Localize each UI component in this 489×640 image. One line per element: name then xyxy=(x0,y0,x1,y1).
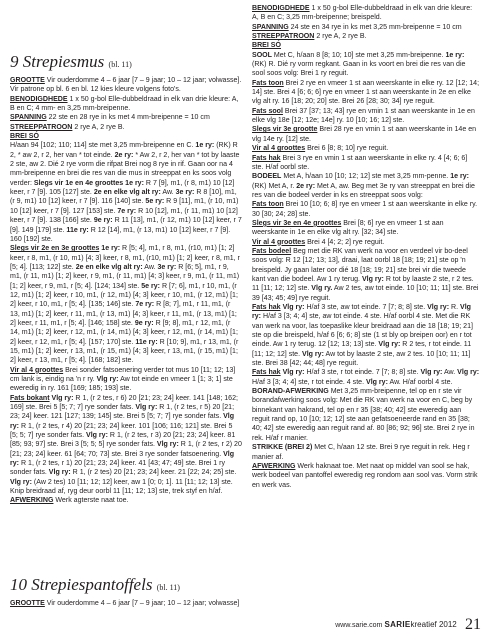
pattern-10-continued-body xyxy=(252,4,480,490)
heading-run: Vlg ry: xyxy=(86,432,108,440)
heading-run: Vlg ry: xyxy=(420,369,443,377)
heading-run: Slegs vir 2e en 3e groottes xyxy=(10,245,100,253)
text-run: R [6; 5], m1, r 9, m1, (r 11, m1) [1; 2] keer, r 9, m1, (r 11, m1) [4; 3] keer, r 9, m1, (r 11, m1) [1; 2] keer, r 9, m1, r [5; 4]. [124; 134] ste. xyxy=(10,263,240,290)
heading-run: GROOTTE xyxy=(10,77,45,84)
paragraph xyxy=(10,123,242,132)
footer-brand: SARIE xyxy=(384,620,411,629)
text-run: Brei 2 rye en vmeer 1 st aan weerskante in elke ry. 12 [12; 14; 14] ste. Brei 4 [6; 6; 6] rye en vmeer 1 st aan weerskante in 2e en elke vlg alt ry. 16 [18; 20; 20] ste. Brei 26 [28; 30; 34] rye reguit. xyxy=(252,79,480,106)
heading-run: Vlg ry: xyxy=(427,304,450,311)
heading-run: Fats bokant xyxy=(10,394,50,402)
heading-run: 2e ry: xyxy=(114,151,134,159)
text-run: R 1, (r 2 tes, r 5) 20 [21; 23; 24] keer. 121 [127; 139; 145] ste. Brei 5 [5; 7; 7] rye sonder fats. xyxy=(10,404,235,421)
text-run: R 1, (r 2 tes, r 3) 20 [21; 23; 24] keer. 81 [85; 93; 97] ste. Brei 3 [5; 5; 5] rye sonder fats. xyxy=(10,432,236,449)
heading-run: Vlg ry: xyxy=(10,478,32,486)
heading-run: GROOTTE xyxy=(10,600,45,607)
text-run: 24 ste en 34 rye in ks met 3,25 mm-breipenne = 10 cm xyxy=(288,23,462,31)
heading-run: BENODIGDHEDE xyxy=(252,5,310,12)
heading-run: Slegs vir 1e en 4e groottes 1e ry: xyxy=(33,179,144,187)
text-run: R 1, (r 2 tes, r 6) 20 [21; 23; 24] keer. 141 [148; 162; 169] ste. Brei 5 [5; 7; 7] rye sonder fats. xyxy=(10,394,238,412)
pattern-10-title xyxy=(10,575,242,597)
text-run: R 2 tes, r tot einde. 11 [11; 12; 12] ste. xyxy=(252,341,472,358)
heading-run: 5e ry: xyxy=(141,282,161,290)
paragraph xyxy=(10,132,242,141)
text-run: R [10; 9], m1, r 13, m1, (r 15, m1) [1; 2] keer, r 13, m1, (r 15, m1) [4; 3] keer, r 13, m1, (r 15, m1) [1; 2] keer, r 13, m1, r [5; 4]. [168; 182] ste. xyxy=(10,338,239,365)
paragraph xyxy=(252,462,480,490)
paragraph xyxy=(252,200,480,219)
text-run: Met A, aw. Beg met 3e ry van streeppat en brei die res van die bodeel verder in ks en streeppat soos volg: xyxy=(252,182,475,199)
paragraph xyxy=(252,368,480,387)
heading-run: Vlg ry: xyxy=(252,304,471,321)
text-run: (Aw 2 tes) 10 [11; 12; 12] keer, aw 1 [0; 0; 1]. 11 [11; 12; 13] ste. Knip breidraad af, ryg deur oorbl 11 [11; 12; 13] ste, trek styf en h/af. xyxy=(10,478,233,496)
heading-run: 2e en elke vlg alt ry: xyxy=(93,189,161,197)
text-run: Brei 37 [37; 13; 43] rye en vmin 1 st aan weerskante in 1e en elke vlg 18e [12; 12e; 14e] ry. 10 [10; 16; 12] ste. xyxy=(252,107,475,125)
heading-run: BREI SÓ xyxy=(252,42,281,50)
paragraph xyxy=(10,394,242,497)
paragraph xyxy=(252,154,480,173)
paragraph xyxy=(10,244,242,365)
heading-run: Fats hak xyxy=(252,369,281,377)
text-run: 1 x 50 g-bol Elle-dubbeldraad in elk van drie kleure: A, B en C; 4 mm- en 3,25 mm-breipenne. xyxy=(10,95,239,113)
heading-run: 2e ry: xyxy=(296,182,316,190)
text-run: Aw. xyxy=(442,369,458,377)
heading-run: Slegs vir 3e en 4e groottes xyxy=(252,219,342,227)
paragraph xyxy=(10,113,242,122)
paragraph xyxy=(252,247,480,303)
heading-run: Vlg ry: xyxy=(378,341,401,349)
paragraph xyxy=(252,41,480,50)
paragraph xyxy=(10,76,242,95)
text-run: H/af 3 [3; 4; 4] ste, r tot einde. 4 ste. xyxy=(252,378,366,386)
text-run: R 1, (r 2 tes, r 2) 20 [21; 23; 24] keer. 61 [64; 70; 73] ste. Brei 3 rye sonder fatsoenering. xyxy=(10,441,242,458)
paragraph xyxy=(252,23,480,32)
text-run: Aw tot einde en vmeer 1 [1; 3; 1] ste eweredig in ry. 161 [169; 185; 193] ste. xyxy=(10,376,233,393)
heading-run: 11e ry: xyxy=(66,226,89,234)
text-run: Aw 2 tes, aw tot einde. 10 [10; 11; 11] ste. Brei 39 [43; 45; 49] rye reguit. xyxy=(252,285,479,302)
pattern-10-title-text: 10 Strepiespantoffels xyxy=(10,575,153,594)
text-run: Aw. xyxy=(142,263,158,271)
paragraph xyxy=(252,303,480,368)
footer-brand-suffix: kreatief 2012 xyxy=(410,620,457,629)
text-run: Met C, h/aan 8 [8; 10; 10] ste met 3,25 mm-breipenne. xyxy=(271,51,446,59)
heading-run: Vlg ry: xyxy=(302,350,324,358)
paragraph xyxy=(252,51,480,79)
text-run: R [9; 8], m1, r 12, m1, (r 14, m1) [1; 2] keer, r 12, m1, (r 14, m1) [4; 3] keer, r 12, m1, (r 14, m1) [1; 2] keer, r 12, m1, r [5; 4]. [157; 170] ste. xyxy=(10,319,238,346)
paragraph xyxy=(252,172,480,200)
text-run: Brei 6 [8; 8; 10] rye reguit. xyxy=(305,145,389,153)
heading-run: Vlg ry: xyxy=(366,378,388,386)
text-run: H/af 3 ste, r tot einde. 7 [7; 8; 8] ste. xyxy=(304,369,421,377)
text-run: (RK) R 2, * aw 2, r 2, her van * tot einde. xyxy=(10,142,238,159)
text-run: H/af 3 ste, aw tot einde. 7 [7; 8; 8] ste. xyxy=(304,304,428,311)
heading-run: Vlg ry: xyxy=(282,369,305,377)
text-run: R 8 [10], m1, (r 9, m1) 10 [12] keer, r 7 [9]. 116 [140] ste. xyxy=(10,189,237,206)
text-run: 22 ste en 28 rye in ks met 4 mm-breipenne = 10 cm xyxy=(46,114,210,122)
text-run: Brei sonder fatsoenering verder tot mus 10 [11; 12; 13] cm lank is, eindig na 'n r ry. xyxy=(10,366,236,383)
text-run: Werk agterste naat toe. xyxy=(53,497,129,505)
heading-run: Fats sool xyxy=(252,107,283,115)
heading-run: 1e ry: xyxy=(101,245,121,253)
paragraph xyxy=(252,4,480,23)
text-run: R 1, (r 2 tes) 20 [21; 23; 24] keer. 21 [22; 24; 25] ste. xyxy=(70,469,237,477)
text-run: Brei 28 rye en vmin 1 st aan weerskante in 14e en vlg 14e ry. [12] ste. xyxy=(252,126,477,143)
pattern-9-title-text: 9 Strepiesmus xyxy=(10,52,105,71)
heading-run: BORAND-AFWERKING xyxy=(252,388,329,396)
paragraph xyxy=(10,141,242,244)
text-run: H/aan 94 [102; 110; 114] ste met 3,25 mm-breipenne en C. xyxy=(10,142,196,150)
text-run: Met C, h/aan 12 ste. Brei 9 rye reguit in rek. Heg r manier af. xyxy=(252,444,470,461)
heading-run: Vir al 4 groottes xyxy=(252,238,306,246)
right-column xyxy=(252,4,480,490)
heading-run: Vlg ry: xyxy=(51,394,74,402)
page-number: 21 xyxy=(465,616,481,633)
heading-run: 7e ry: xyxy=(117,207,137,215)
text-run: * Aw 2, r 2, her van * tot by laaste 2 ste, aw 2. Dié 2 rye vorm die rifpat Brei nog 8 rye in rif. Gaan oor na 4 mm-breipenne en brei die res van die mus in streeppat en ks soos volg verder: xyxy=(10,151,240,187)
paragraph xyxy=(252,32,480,41)
heading-run: 3e ry: xyxy=(157,263,177,271)
heading-run: Vlg ry: xyxy=(10,413,235,430)
text-run: R 1, (r 2 tes, r 4) 20 [21; 23; 24] keer. 101 [106; 116; 121] ste. Brei 5 [5; 5; 7] rye sonder fats. xyxy=(10,422,233,440)
heading-run: Vlg ry: xyxy=(48,469,71,477)
pattern-9-title xyxy=(10,52,242,74)
paragraph xyxy=(10,599,242,608)
text-run: Brei 3 rye en vmin 1 st aan weerskante in elke ry. 4 [4; 6; 6] ste. H/af oorbl ste. xyxy=(252,154,468,171)
heading-run: 1e ry: xyxy=(450,173,470,181)
heading-run: 7e ry: xyxy=(135,301,155,309)
heading-run: Fats toon xyxy=(252,79,284,87)
pattern-9-body xyxy=(10,76,242,506)
paragraph xyxy=(252,238,480,247)
text-run: R 10 [12], m1, (r 11, m1) 10 [12] keer, r 7 [9]. 138 [166] ste. xyxy=(10,207,238,225)
heading-run: 1e ry: xyxy=(445,51,465,59)
text-run: Met 3,25 mm-breipenne, tel op en r ste vir borandafwerking soos volg: Met die RK van werk na voor en C, beg by binnekant van hakrand, tel op en r 35 [38; 40; 42] ste eweredig aan reguit rand op, 10 [10; 12; 12] ste aan gefatsoeneerde rand en 35 [38; 40; 42] ste eweredig aan reguit rand af. 80 [86; 92; 96] ste. Brei 2 rye in rek. H/af r manier. xyxy=(252,388,475,442)
left-column xyxy=(10,52,242,506)
heading-run: SOOL xyxy=(252,51,272,59)
heading-run: BENODIGDHEDE xyxy=(10,95,68,103)
paragraph xyxy=(252,125,480,144)
footer-url: www.sarie.com xyxy=(335,622,383,629)
text-run: (RK) R. Dié ry vorm regkant. Gaan in ks voort en brei die res van die sool soos volg: Brei 1 ry reguit. xyxy=(252,61,466,78)
heading-run: Vlg ry: xyxy=(282,304,305,311)
text-run: 2 rye A, 2 rye B. xyxy=(72,123,125,131)
heading-run: 9e ry: xyxy=(93,217,113,225)
heading-run: 1e ry: xyxy=(195,142,215,150)
text-run: (RK) Met A, r. xyxy=(252,182,297,190)
heading-run: Vlg ry: xyxy=(10,450,235,468)
heading-run: Fats bodeel xyxy=(252,247,292,255)
heading-run: Vlg ry: xyxy=(156,441,179,449)
heading-run: STRIKKE (BREI 2) xyxy=(252,444,313,452)
text-run: R [5; 4], m1, r 8, m1, (r10, m1) [1; 2] keer, r 8, m1, (r 10, m1) [4; 3] keer, r 8, m1, (r10, m1) [1; 2] keer, r 8, m1, r [5; 4]. [113; 122] ste. xyxy=(10,245,240,271)
text-run: Aw tot by laaste 2 ste, aw 2 tes. 10 [10; 11; 11] ste. Brei 38 [42; 44; 48] rye reguit. xyxy=(252,350,471,368)
text-run: 2 rye A, 2 rye B. xyxy=(314,33,367,41)
paragraph xyxy=(10,95,242,114)
text-run: Brei [8; 6] rye en vmeer 1 st aan weerskante in 1e en elke vlg alt ry. [32; 34] ste. xyxy=(252,219,444,237)
text-run: Brei 10 [10; 6; 8] rye en vmeer 1 st aan weerskante in elke ry. 30 [30; 24; 28] ste. xyxy=(252,201,478,218)
heading-run: SPANNING xyxy=(10,114,47,122)
text-run: H/af 3 [3; 4; 4] ste, aw tot einde. 4 ste. H/af oorbl 4 ste. Met die RK van werk na voor, las toepaslike kleur breidraad aan die 18 [18; 19; 21] ste op die breispeld, h/af 6 [6; 6; 8] ste (1 st bly op breipen oor) en r tot einde. Aw 1 ry terug. 12 [12; 13; 13] ste. xyxy=(252,313,473,349)
text-run: Aw. xyxy=(160,189,176,197)
pattern-9-page-ref: (bl. 11) xyxy=(108,60,132,69)
pattern-10-page-ref: (bl. 11) xyxy=(156,583,180,592)
text-run: R 12 [14], m1, (r 13, m1) 10 [12] keer, r 7 [9]. 160 [192] ste. xyxy=(10,226,231,243)
paragraph xyxy=(252,387,480,443)
heading-run: 5e ry: xyxy=(145,198,165,206)
heading-run: Vlg ry: xyxy=(457,369,480,377)
heading-run: Slegs vir 3e grootte xyxy=(252,126,318,134)
paragraph xyxy=(252,107,480,126)
heading-run: Vlg ry: xyxy=(361,275,384,283)
paragraph xyxy=(10,366,242,394)
text-run: Vir ouderdomme 4 – 6 jaar [7 – 9 jaar; 10 – 12 jaar; volwasse]. Vir patrone op bl. 6 en bl. 12 kies kleure volgens foto's. xyxy=(10,77,242,94)
text-run: R 7 [9], m1, (r 8, m1) 10 [12] keer, r 7 [9]. 105 [127] ste. xyxy=(10,179,235,197)
heading-run: 3e ry: xyxy=(175,189,195,197)
text-run: R tot by laaste 2 ste, r 2 tes. 11 [11; 12; 12] ste. xyxy=(252,275,474,293)
text-run: Met A, h/aan 10 [10; 12; 12] ste met 3,25 mm-penne. xyxy=(281,173,451,181)
paragraph xyxy=(252,219,480,238)
heading-run: AFWERKING xyxy=(10,497,54,505)
text-run: R [7; 6], m1, r 10, m1, (r 12, m1) [1; 2] keer, r 10, m1, (r 12, m1) [4; 3] keer, r 10, m1, (r 12, m1) [1; 2] keer, r 10, m1, r [5; 4]. [135; 146] ste. xyxy=(10,282,238,309)
heading-run: SPANNING xyxy=(252,23,289,31)
heading-run: Vir al 4 groottes xyxy=(10,366,64,374)
heading-run: Vlg ry: xyxy=(135,404,158,412)
pattern-10-body xyxy=(10,599,242,608)
text-run: Werk haknaat toe. Met naat op middel van sool se hak, werk bodeel van pantoffel eweredig reg rondom aan sool vas. Vorm strik en werk vas. xyxy=(252,462,478,489)
pattern-10-block xyxy=(10,575,242,608)
paragraph xyxy=(252,144,480,153)
heading-run: AFWERKING xyxy=(252,462,296,470)
text-run: 1 x 50 g-bol Elle-dubbeldraad in elk van drie kleure: A, B en C; 3,25 mm-breipenne; breispeld. xyxy=(252,5,473,22)
paragraph xyxy=(252,79,480,107)
paragraph xyxy=(10,496,242,505)
heading-run: Vlg ry. xyxy=(311,285,333,293)
text-run: Aw. H/af oorbl 4 ste. xyxy=(387,378,453,386)
text-run: Vir ouderdomme 4 – 6 jaar [7 – 9 jaar; 10 – 12 jaar; volwasse] xyxy=(44,600,240,607)
paragraph xyxy=(252,443,480,462)
heading-run: Fats hak xyxy=(252,304,281,311)
text-run: R [8; 7], m1, r 11, m1, (r 13, m1) [1; 2] keer, r 11, m1, (r 13, m1) [4; 3] keer, r 11, m1, (r 13, m1) [1; 2] keer, r 11, m1, r [5; 4]. [146; 158] ste. xyxy=(10,301,237,327)
heading-run: 9e ry: xyxy=(134,319,154,327)
text-run: R 1, (r 2 tes, r 1) 20 [21; 23; 24] keer. 41 [43; 47; 49] ste. Brei 1 ry sonder fats. xyxy=(10,460,226,477)
text-run: Beg met die RK van werk na voor en verdeel vir bo-deel soos volg: R 12 [12; 13; 13], draai, laat oorbl 18 [18; 19; 21] ste op 'n breispeld. Jy gaan later oor dié 18 [18; 19; 21] ste brei vir die tweede kant van die bodeel. Aw 1 ry terug. xyxy=(252,247,468,283)
heading-run: 11e ry: xyxy=(135,338,158,346)
text-run: R 9 [11], m1, (r 10, m1) 10 [12] keer, r 7 [9]. 127 [153] ste. xyxy=(10,198,239,215)
text-run: Brei 4 [4; 2; 2] rye reguit. xyxy=(305,238,385,246)
heading-run: Fats toon xyxy=(252,201,284,209)
heading-run: BODEEL xyxy=(252,173,282,181)
page-footer xyxy=(335,616,481,634)
text-run: R 11 [13], m1, (r 12, m1) 10 [12] keer, r 7 [9]. 149 [179] ste. xyxy=(10,217,242,234)
heading-run: Vir al 4 groottes xyxy=(252,145,306,153)
heading-run: Fats hak xyxy=(252,154,281,162)
heading-run: Vlg ry: xyxy=(96,376,119,383)
heading-run: BREI SÓ xyxy=(10,133,39,141)
text-run: R. xyxy=(449,304,461,311)
heading-run: STREEPPATROON xyxy=(252,33,315,41)
heading-run: STREEPPATROON xyxy=(10,123,73,131)
heading-run: 2e en elke vlg alt ry: xyxy=(75,263,143,271)
